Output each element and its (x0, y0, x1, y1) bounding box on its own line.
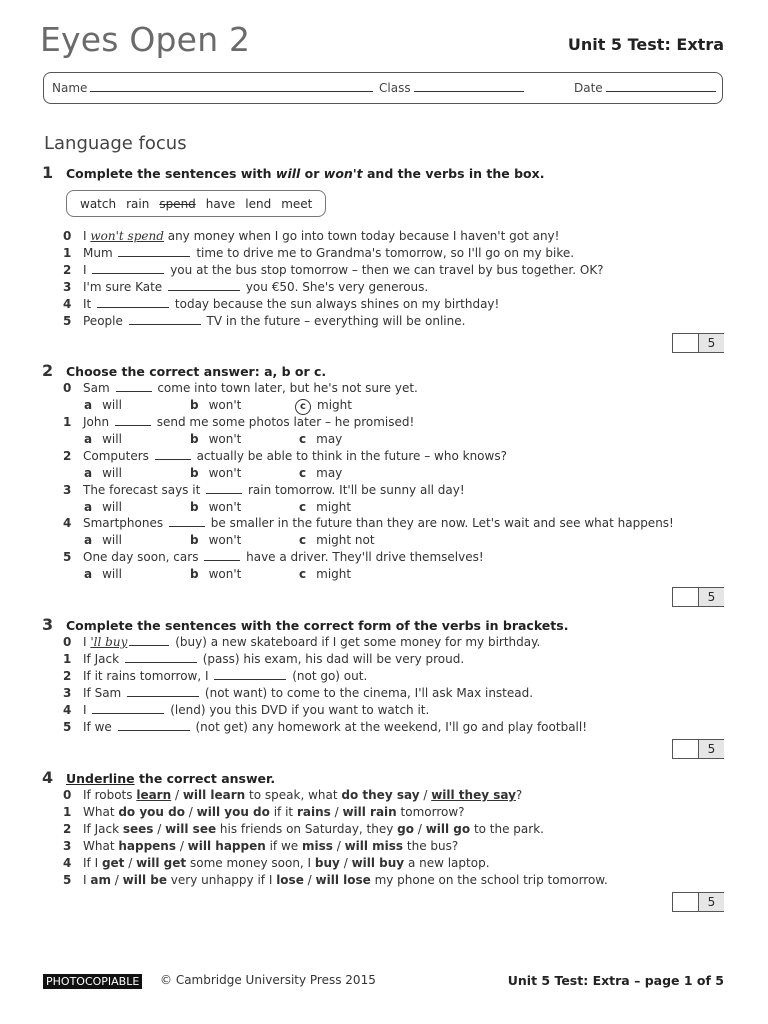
exercise-3-instruction: Complete the sentences with the correct form of the verbs in brackets. (66, 618, 569, 633)
underlined-answer[interactable]: will they say (431, 788, 516, 802)
option-b[interactable]: b won't (190, 500, 242, 514)
word-item: lend (245, 196, 272, 211)
answer-blank[interactable] (118, 720, 190, 731)
option-c[interactable]: c might (299, 500, 352, 514)
exercise-3-item: 5 If we (not get) any homework at the weekend, I'll go and play football! (63, 720, 588, 734)
date-field[interactable] (574, 81, 716, 95)
underlined-answer[interactable]: learn (136, 788, 172, 802)
exercise-1-number: 1 (42, 163, 54, 182)
student-info-box (43, 72, 723, 104)
exercise-1-item: 4 It today because the sun always shines on my birthday! (63, 297, 500, 311)
exercise-4-item: 3 What happens / will happen if we miss / will miss the bus? (63, 839, 459, 853)
example-answer: 'll buy (90, 635, 128, 649)
exercise-1-item: 3 I'm sure Kate you €50. She's very generous. (63, 280, 429, 294)
exercise-2-question: 0 Sam come into town later, but he's not sure yet. (63, 381, 418, 395)
photocopiable-tag: PHOTOCOPIABLE (43, 974, 142, 989)
answer-blank[interactable] (214, 669, 286, 680)
exercise-1-item: 5 People TV in the future – everything will be online. (63, 314, 466, 328)
word-item: rain (126, 196, 150, 211)
exercise-3-item: 3 If Sam (not want) to come to the cinema, I'll ask Max instead. (63, 686, 534, 700)
exercise-3-number: 3 (42, 615, 54, 634)
exercise-2-number: 2 (42, 361, 54, 380)
option-c[interactable]: c might (299, 567, 352, 581)
example-answer: won't spend (90, 229, 164, 243)
answer-blank[interactable] (129, 314, 201, 325)
answer-blank[interactable] (125, 652, 197, 663)
exercise-2-question: 3 The forecast says it rain tomorrow. It'll be sunny all day! (63, 483, 465, 497)
exercise-1-item: 1 Mum time to drive me to Grandma's tomorrow, so I'll go on my bike. (63, 246, 575, 260)
exercise-2-score-box[interactable]: 5 (672, 587, 724, 607)
option-b[interactable]: b won't (190, 567, 242, 581)
answer-blank[interactable] (92, 263, 164, 274)
option-c[interactable]: c might not (299, 533, 375, 547)
circled-answer-icon: c (295, 399, 311, 415)
option-c-selected[interactable]: c might (295, 398, 352, 415)
exercise-2-question: 4 Smartphones be smaller in the future than they are now. Let's wait and see what happens! (63, 516, 674, 530)
page-number: Unit 5 Test: Extra – page 1 of 5 (507, 973, 724, 988)
exercise-4-item: 2 If Jack sees / will see his friends on Saturday, they go / will go to the park. (63, 822, 544, 836)
class-label: Class (379, 81, 411, 95)
exercise-4-instruction: Underline the correct answer. (66, 771, 276, 786)
section-heading: Language focus (44, 133, 187, 154)
exercise-4-score-box[interactable]: 5 (672, 892, 724, 912)
exercise-4-item: 0 If robots learn / will learn to speak, what do they say / will they say? (63, 788, 523, 802)
exercise-2-question: 5 One day soon, cars have a driver. They'll drive themselves! (63, 550, 484, 564)
option-a[interactable]: a will (84, 398, 122, 412)
exercise-1-score-box[interactable]: 5 (672, 333, 724, 353)
option-a[interactable]: a will (84, 567, 122, 581)
exercise-2-question: 1 John send me some photos later – he promised! (63, 415, 415, 429)
option-b[interactable]: b won't (190, 466, 242, 480)
option-a[interactable]: a will (84, 466, 122, 480)
exercise-3-score-box[interactable]: 5 (672, 739, 724, 759)
exercise-2-instruction: Choose the correct answer: a, b or c. (66, 364, 327, 379)
exercise-1-item: 0 I won't spend any money when I go into town today because I haven't got any! (63, 229, 560, 243)
answer-blank[interactable] (127, 686, 199, 697)
exercise-3-item: 0 I 'll buy (buy) a new skateboard if I get some money for my birthday. (63, 635, 541, 649)
exercise-2-question: 2 Computers actually be able to think in the future – who knows? (63, 449, 507, 463)
word-item: have (205, 196, 236, 211)
option-b[interactable]: b won't (190, 398, 242, 412)
option-a[interactable]: a will (84, 500, 122, 514)
word-item-used: spend (159, 196, 196, 211)
exercise-1-instruction: Complete the sentences with will or won't and the verbs in the box. (66, 166, 545, 181)
exercise-4-item: 5 I am / will be very unhappy if I lose / will lose my phone on the school trip tomorrow. (63, 873, 608, 887)
answer-blank[interactable] (168, 280, 240, 291)
answer-blank[interactable] (97, 297, 169, 308)
class-field[interactable] (379, 81, 524, 95)
option-b[interactable]: b won't (190, 533, 242, 547)
word-item: meet (281, 196, 313, 211)
answer-blank[interactable] (92, 703, 164, 714)
exercise-4-number: 4 (42, 768, 54, 787)
exercise-1-item: 2 I you at the bus stop tomorrow – then we can travel by bus together. OK? (63, 263, 604, 277)
option-c[interactable]: c may (299, 432, 343, 446)
unit-title: Unit 5 Test: Extra (567, 35, 724, 54)
copyright: © Cambridge University Press 2015 (160, 973, 376, 987)
word-box (66, 190, 326, 217)
exercise-3-item: 4 I (lend) you this DVD if you want to watch it. (63, 703, 430, 717)
option-a[interactable]: a will (84, 432, 122, 446)
date-label: Date (574, 81, 603, 95)
exercise-3-item: 1 If Jack (pass) his exam, his dad will be very proud. (63, 652, 465, 666)
exercise-4-item: 1 What do you do / will you do if it rains / will rain tomorrow? (63, 805, 465, 819)
answer-blank[interactable] (118, 246, 190, 257)
exercise-3-item: 2 If it rains tomorrow, I (not go) out. (63, 669, 368, 683)
option-a[interactable]: a will (84, 533, 122, 547)
exercise-4-item: 4 If I get / will get some money soon, I buy / will buy a new laptop. (63, 856, 490, 870)
name-field[interactable] (52, 81, 373, 95)
name-label: Name (52, 81, 88, 95)
word-item: watch (80, 196, 117, 211)
option-b[interactable]: b won't (190, 432, 242, 446)
option-c[interactable]: c may (299, 466, 343, 480)
brand-title: Eyes Open 2 (40, 20, 251, 59)
